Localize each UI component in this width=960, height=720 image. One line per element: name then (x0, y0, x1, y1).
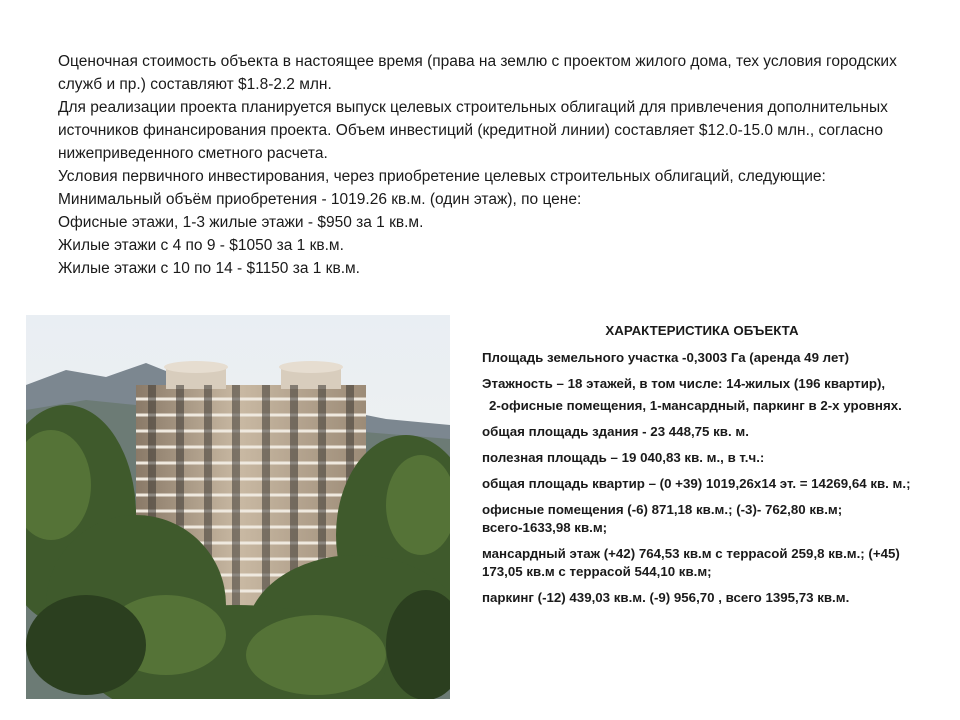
spec-item: Этажность – 18 этажей, в том числе: 14-жилых (196 квартир), (482, 376, 886, 391)
spec-item: паркинг (-12) 439,03 кв.м. (-9) 956,70 , всего 1395,73 кв.м. (482, 590, 850, 605)
intro-line: Условия первичного инвестирования, через приобретение целевых строительных облигаций, следующие: (58, 168, 826, 185)
spec-item: Площадь земельного участка -0,3003 Га (аренда 49 лет) (482, 350, 850, 365)
intro-line: Для реализации проекта планируется выпуск целевых строительных облигаций для привлечения дополнительных источников финансирования проекта. Объем инвестиций (кредитной линии) составляет $12.0-15.0 млн., согласно нижеприведенного сметного расчета. (58, 99, 888, 162)
intro-line: Минимальный объём приобретения - 1019.26 кв.м. (один этаж), по цене: (58, 191, 582, 208)
spec-item: общая площадь квартир – (0 +39) 1019,26х14 эт. = 14269,64 кв. м.; (482, 476, 911, 491)
spec-item: офисные помещения (-6) 871,18 кв.м.; (-3)- 762,80 кв.м; всего-1633,98 кв.м; (482, 502, 843, 535)
spec-item: полезная площадь – 19 040,83 кв. м., в т.ч.: (482, 450, 765, 465)
specs-heading: ХАРАКТЕРИСТИКА ОБЪЕКТА (605, 323, 799, 338)
intro-line: Офисные этажи, 1-3 жилые этажи - $950 за 1 кв.м. (58, 214, 424, 231)
object-specs (482, 322, 922, 615)
spec-item: мансардный этаж (+42) 764,53 кв.м с террасой 259,8 кв.м.; (+45) 173,05 кв.м с террасой 544,10 кв.м; (482, 546, 900, 579)
intro-line: Оценочная стоимость объекта в настоящее время (права на землю с проектом жилого дома, тех условия городских служб и пр.) составляют $1.8-2.2 млн. (58, 53, 897, 93)
intro-text (58, 50, 908, 280)
intro-line: Жилые этажи с 4 по 9 - $1050 за 1 кв.м. (58, 237, 344, 254)
spec-item: 2-офисные помещения, 1-мансардный, паркинг в 2-х уровнях. (489, 398, 902, 413)
intro-line: Жилые этажи с 10 по 14 - $1150 за 1 кв.м. (58, 260, 360, 277)
building-photo (26, 315, 450, 699)
building-photo-image (26, 315, 450, 699)
spec-item: общая площадь здания - 23 448,75 кв. м. (482, 424, 749, 439)
